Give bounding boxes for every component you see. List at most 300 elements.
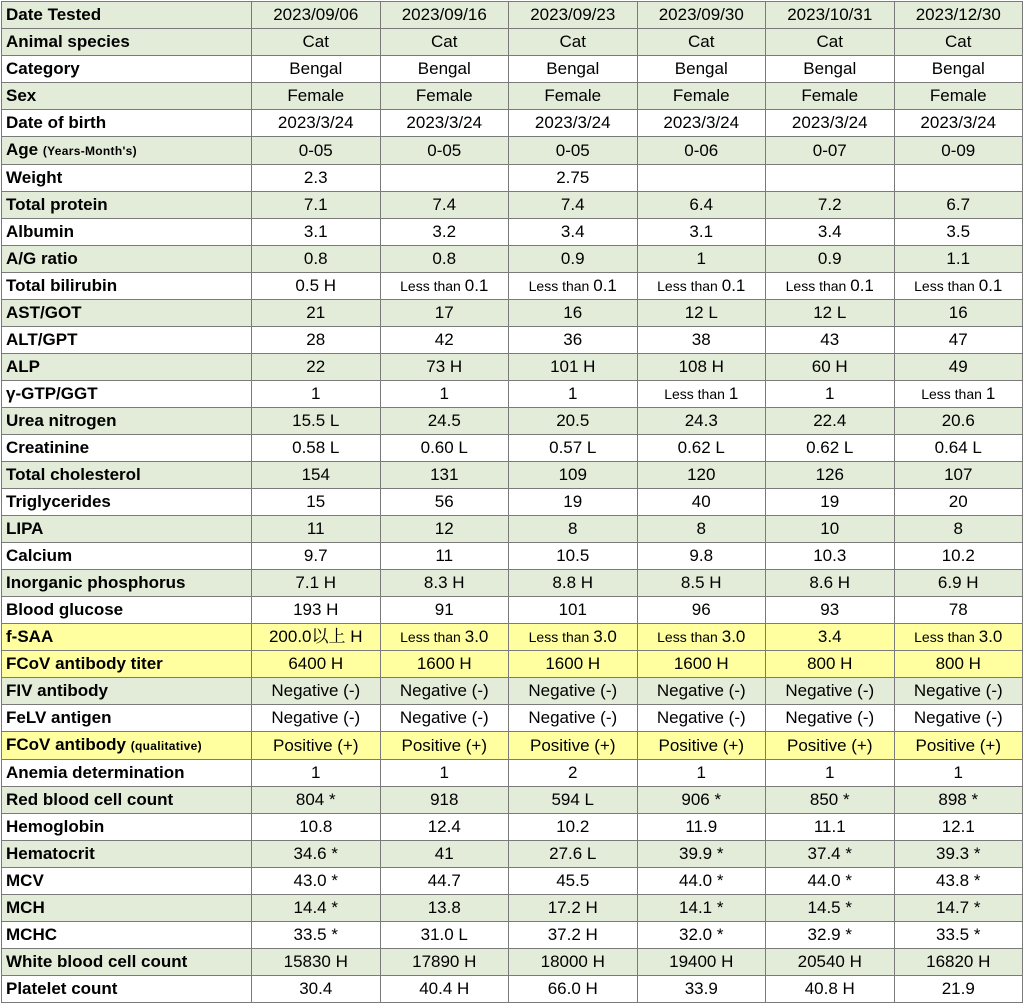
row-label-text: Red blood cell count <box>6 790 174 809</box>
value-cell: 40 <box>637 489 766 516</box>
value-cell: 3.1 <box>252 219 381 246</box>
value-cell: 3.4 <box>509 219 638 246</box>
value-cell: Female <box>766 83 895 110</box>
value-cell: 7.4 <box>380 192 509 219</box>
table-row <box>2 83 1023 110</box>
table-row <box>2 570 1023 597</box>
row-label <box>2 814 252 841</box>
value-cell <box>380 165 509 192</box>
value-cell: 0.9 <box>766 246 895 273</box>
value-cell: 0.8 <box>380 246 509 273</box>
table-row <box>2 435 1023 462</box>
row-label <box>2 949 252 976</box>
table-row <box>2 137 1023 165</box>
row-label <box>2 489 252 516</box>
row-label-text: Anemia determination <box>6 763 185 782</box>
date-cell: 2023/09/16 <box>380 2 509 29</box>
value-cell: 7.4 <box>509 192 638 219</box>
value-cell: 20.6 <box>894 408 1023 435</box>
row-label-text: Date of birth <box>6 113 107 132</box>
row-label-text: Animal species <box>6 32 130 51</box>
value-cell: 11.9 <box>637 814 766 841</box>
row-label <box>2 624 252 651</box>
value-cell: 12 L <box>766 300 895 327</box>
value-cell: 14.4 * <box>252 895 381 922</box>
value-cell: 34.6 * <box>252 841 381 868</box>
value-cell: 1 <box>637 760 766 787</box>
table-row <box>2 976 1023 1003</box>
row-label <box>2 462 252 489</box>
value-cell: 0.9 <box>509 246 638 273</box>
value-cell: 44.0 * <box>766 868 895 895</box>
value-cell: 2023/3/24 <box>894 110 1023 137</box>
value-cell: 109 <box>509 462 638 489</box>
value-cell: 120 <box>637 462 766 489</box>
table-row <box>2 165 1023 192</box>
date-cell: 2023/10/31 <box>766 2 895 29</box>
table-row <box>2 543 1023 570</box>
date-cell: 2023/09/23 <box>509 2 638 29</box>
value-cell: Positive (+) <box>509 732 638 760</box>
value-cell: 20 <box>894 489 1023 516</box>
value-cell: 0.62 L <box>766 435 895 462</box>
value-cell: 2 <box>509 760 638 787</box>
value-cell: 200.0以上 H <box>252 624 381 651</box>
value-cell: 1.1 <box>894 246 1023 273</box>
value-cell <box>894 165 1023 192</box>
row-label <box>2 381 252 408</box>
value-cell: 1 <box>509 381 638 408</box>
row-label <box>2 732 252 760</box>
value-cell: 14.1 * <box>637 895 766 922</box>
value-cell: 154 <box>252 462 381 489</box>
row-label-text: Category <box>6 59 80 78</box>
value-cell: Bengal <box>766 56 895 83</box>
table-row <box>2 381 1023 408</box>
value-cell: 40.4 H <box>380 976 509 1003</box>
value-cell: 40.8 H <box>766 976 895 1003</box>
row-label-text: Platelet count <box>6 979 118 998</box>
value-cell: 101 H <box>509 354 638 381</box>
row-label <box>2 29 252 56</box>
row-label-text: ALP <box>6 357 40 376</box>
value-cell: 11 <box>380 543 509 570</box>
value-cell: 93 <box>766 597 895 624</box>
table-row <box>2 273 1023 300</box>
value-cell: 41 <box>380 841 509 868</box>
value-cell: 47 <box>894 327 1023 354</box>
value-cell: 43.0 * <box>252 868 381 895</box>
table-row <box>2 895 1023 922</box>
table-row <box>2 110 1023 137</box>
table-row <box>2 868 1023 895</box>
value-cell: 800 H <box>894 651 1023 678</box>
value-cell: 0.58 L <box>252 435 381 462</box>
value-cell: Negative (-) <box>637 705 766 732</box>
date-cell: 2023/12/30 <box>894 2 1023 29</box>
value-cell: 42 <box>380 327 509 354</box>
header-label: Date Tested <box>2 2 252 29</box>
row-label <box>2 435 252 462</box>
value-cell: Less than 3.0 <box>380 624 509 651</box>
value-cell: 14.5 * <box>766 895 895 922</box>
value-cell: Female <box>509 83 638 110</box>
value-cell: 8.8 H <box>509 570 638 597</box>
row-label-text: Creatinine <box>6 438 90 457</box>
value-cell: 10.5 <box>509 543 638 570</box>
value-cell: 8 <box>894 516 1023 543</box>
value-cell: Negative (-) <box>380 705 509 732</box>
value-cell: 8.3 H <box>380 570 509 597</box>
value-cell: 31.0 L <box>380 922 509 949</box>
value-cell: 11.1 <box>766 814 895 841</box>
value-cell: Less than 0.1 <box>766 273 895 300</box>
value-cell: 1 <box>252 760 381 787</box>
value-cell: 37.4 * <box>766 841 895 868</box>
value-cell: 17 <box>380 300 509 327</box>
row-label-text: Blood glucose <box>6 600 124 619</box>
value-cell: Negative (-) <box>509 705 638 732</box>
value-cell: 3.4 <box>766 624 895 651</box>
row-label-text: MCV <box>6 871 44 890</box>
value-cell: 1600 H <box>637 651 766 678</box>
row-label <box>2 354 252 381</box>
row-sublabel: (Years-Month's) <box>42 144 137 158</box>
value-cell: Less than 3.0 <box>509 624 638 651</box>
value-cell: 3.1 <box>637 219 766 246</box>
value-cell: 3.4 <box>766 219 895 246</box>
value-cell: 8.5 H <box>637 570 766 597</box>
value-cell: Positive (+) <box>637 732 766 760</box>
row-label <box>2 651 252 678</box>
date-cell: 2023/09/06 <box>252 2 381 29</box>
value-cell: 44.0 * <box>637 868 766 895</box>
value-cell: 15830 H <box>252 949 381 976</box>
value-cell: 9.8 <box>637 543 766 570</box>
row-label-text: Sex <box>6 86 37 105</box>
value-cell: 22 <box>252 354 381 381</box>
value-cell: 19 <box>509 489 638 516</box>
value-cell: 91 <box>380 597 509 624</box>
row-label <box>2 300 252 327</box>
value-cell: Less than 0.1 <box>380 273 509 300</box>
value-cell: Female <box>894 83 1023 110</box>
row-label-text: FCoV antibody <box>6 735 126 754</box>
value-cell: 20.5 <box>509 408 638 435</box>
table-row <box>2 327 1023 354</box>
value-cell: 2.3 <box>252 165 381 192</box>
table-row <box>2 760 1023 787</box>
value-cell: 2.75 <box>509 165 638 192</box>
value-cell: 12 <box>380 516 509 543</box>
value-cell: Cat <box>894 29 1023 56</box>
row-label-text: FCoV antibody titer <box>6 654 163 673</box>
table-row <box>2 949 1023 976</box>
value-cell: 594 L <box>509 787 638 814</box>
row-label-text: Hemoglobin <box>6 817 105 836</box>
value-cell: 17890 H <box>380 949 509 976</box>
value-cell: 800 H <box>766 651 895 678</box>
row-label <box>2 841 252 868</box>
value-cell: 33.5 * <box>252 922 381 949</box>
table-row <box>2 732 1023 760</box>
value-cell: Bengal <box>637 56 766 83</box>
value-cell: Bengal <box>380 56 509 83</box>
value-cell: 7.1 <box>252 192 381 219</box>
row-label <box>2 570 252 597</box>
lab-results-body <box>2 2 1023 1003</box>
value-cell: 10.2 <box>509 814 638 841</box>
value-cell: 6.9 H <box>894 570 1023 597</box>
value-cell: 39.9 * <box>637 841 766 868</box>
row-label <box>2 273 252 300</box>
value-cell: 107 <box>894 462 1023 489</box>
row-label <box>2 137 252 165</box>
value-cell: Positive (+) <box>766 732 895 760</box>
value-cell: Positive (+) <box>252 732 381 760</box>
value-cell: 0-06 <box>637 137 766 165</box>
row-label-text: AST/GOT <box>6 303 82 322</box>
table-row <box>2 814 1023 841</box>
value-cell: 0.5 H <box>252 273 381 300</box>
value-cell: 906 * <box>637 787 766 814</box>
value-cell: 10.8 <box>252 814 381 841</box>
table-row <box>2 516 1023 543</box>
value-cell: 28 <box>252 327 381 354</box>
value-cell: Cat <box>637 29 766 56</box>
value-cell: 15 <box>252 489 381 516</box>
value-cell: 37.2 H <box>509 922 638 949</box>
table-row <box>2 219 1023 246</box>
value-cell: 101 <box>509 597 638 624</box>
value-cell: Less than 0.1 <box>894 273 1023 300</box>
row-label-text: Hematocrit <box>6 844 95 863</box>
row-label-text: Urea nitrogen <box>6 411 117 430</box>
value-cell: 131 <box>380 462 509 489</box>
value-cell: 1 <box>380 381 509 408</box>
row-label <box>2 83 252 110</box>
value-cell: 0-07 <box>766 137 895 165</box>
value-cell: 8 <box>637 516 766 543</box>
value-cell: 10.3 <box>766 543 895 570</box>
table-row <box>2 56 1023 83</box>
row-label-text: White blood cell count <box>6 952 188 971</box>
value-cell: 193 H <box>252 597 381 624</box>
value-cell: 1 <box>894 760 1023 787</box>
row-label-text: FIV antibody <box>6 681 108 700</box>
row-label-text: Inorganic phosphorus <box>6 573 186 592</box>
row-label <box>2 110 252 137</box>
value-cell: 0-05 <box>252 137 381 165</box>
value-cell: 6.4 <box>637 192 766 219</box>
value-cell: Female <box>380 83 509 110</box>
value-cell: 21.9 <box>894 976 1023 1003</box>
value-cell: 43.8 * <box>894 868 1023 895</box>
value-cell: 10.2 <box>894 543 1023 570</box>
row-label-text: γ-GTP/GGT <box>6 384 98 403</box>
value-cell: Less than 1 <box>637 381 766 408</box>
value-cell: 17.2 H <box>509 895 638 922</box>
table-row <box>2 29 1023 56</box>
value-cell: 0-05 <box>509 137 638 165</box>
row-label <box>2 922 252 949</box>
value-cell: 1 <box>766 381 895 408</box>
value-cell: 78 <box>894 597 1023 624</box>
row-label <box>2 327 252 354</box>
table-row <box>2 354 1023 381</box>
row-label <box>2 678 252 705</box>
value-cell: 2023/3/24 <box>380 110 509 137</box>
value-cell: Bengal <box>894 56 1023 83</box>
table-row <box>2 787 1023 814</box>
value-cell: 27.6 L <box>509 841 638 868</box>
value-cell: 1600 H <box>509 651 638 678</box>
row-label <box>2 597 252 624</box>
value-cell: 44.7 <box>380 868 509 895</box>
row-label <box>2 192 252 219</box>
value-cell: Cat <box>252 29 381 56</box>
value-cell: 60 H <box>766 354 895 381</box>
row-label <box>2 787 252 814</box>
value-cell: 1600 H <box>380 651 509 678</box>
row-label <box>2 976 252 1003</box>
value-cell: 49 <box>894 354 1023 381</box>
value-cell: 8 <box>509 516 638 543</box>
value-cell: Female <box>637 83 766 110</box>
row-label <box>2 705 252 732</box>
value-cell: 0.57 L <box>509 435 638 462</box>
row-label-text: ALT/GPT <box>6 330 78 349</box>
value-cell: 15.5 L <box>252 408 381 435</box>
value-cell: 11 <box>252 516 381 543</box>
value-cell: Less than 1 <box>894 381 1023 408</box>
value-cell: 43 <box>766 327 895 354</box>
value-cell: 2023/3/24 <box>766 110 895 137</box>
value-cell: 66.0 H <box>509 976 638 1003</box>
value-cell: 19400 H <box>637 949 766 976</box>
value-cell: Cat <box>766 29 895 56</box>
row-label <box>2 868 252 895</box>
value-cell: 24.5 <box>380 408 509 435</box>
value-cell: 12 L <box>637 300 766 327</box>
table-row <box>2 624 1023 651</box>
value-cell: 6400 H <box>252 651 381 678</box>
row-sublabel: (qualitative) <box>130 739 202 753</box>
table-row <box>2 246 1023 273</box>
value-cell: 126 <box>766 462 895 489</box>
value-cell: 33.9 <box>637 976 766 1003</box>
table-row <box>2 300 1023 327</box>
value-cell: Female <box>252 83 381 110</box>
row-label <box>2 895 252 922</box>
row-label-text: Albumin <box>6 222 74 241</box>
value-cell: Negative (-) <box>766 705 895 732</box>
value-cell: 56 <box>380 489 509 516</box>
value-cell: 13.8 <box>380 895 509 922</box>
lab-results-table <box>1 1 1023 1003</box>
value-cell: Positive (+) <box>380 732 509 760</box>
value-cell: 20540 H <box>766 949 895 976</box>
row-label <box>2 543 252 570</box>
value-cell: 898 * <box>894 787 1023 814</box>
table-row <box>2 192 1023 219</box>
row-label-text: Total bilirubin <box>6 276 118 295</box>
value-cell: 0-09 <box>894 137 1023 165</box>
value-cell: 7.1 H <box>252 570 381 597</box>
value-cell: 21 <box>252 300 381 327</box>
table-row <box>2 705 1023 732</box>
table-row <box>2 408 1023 435</box>
value-cell: 22.4 <box>766 408 895 435</box>
row-label-text: A/G ratio <box>6 249 78 268</box>
row-label-text: Weight <box>6 168 63 187</box>
row-label-text: f-SAA <box>6 627 54 646</box>
value-cell: 96 <box>637 597 766 624</box>
table-row <box>2 841 1023 868</box>
value-cell: 16 <box>894 300 1023 327</box>
value-cell: 804 * <box>252 787 381 814</box>
value-cell: Negative (-) <box>252 678 381 705</box>
value-cell: Cat <box>509 29 638 56</box>
value-cell: 38 <box>637 327 766 354</box>
header-row <box>2 2 1023 29</box>
value-cell: Negative (-) <box>766 678 895 705</box>
value-cell: 2023/3/24 <box>509 110 638 137</box>
value-cell: 1 <box>766 760 895 787</box>
value-cell: 12.1 <box>894 814 1023 841</box>
value-cell <box>766 165 895 192</box>
value-cell: 9.7 <box>252 543 381 570</box>
row-label-text: Total protein <box>6 195 108 214</box>
value-cell: 850 * <box>766 787 895 814</box>
value-cell: 19 <box>766 489 895 516</box>
value-cell: 1 <box>380 760 509 787</box>
value-cell: 918 <box>380 787 509 814</box>
row-label <box>2 56 252 83</box>
value-cell: 18000 H <box>509 949 638 976</box>
value-cell: Negative (-) <box>894 678 1023 705</box>
table-row <box>2 922 1023 949</box>
value-cell: 3.2 <box>380 219 509 246</box>
value-cell: 30.4 <box>252 976 381 1003</box>
value-cell: Less than 0.1 <box>637 273 766 300</box>
value-cell: Negative (-) <box>252 705 381 732</box>
value-cell: 0.60 L <box>380 435 509 462</box>
row-label-text: LIPA <box>6 519 44 538</box>
value-cell: 32.9 * <box>766 922 895 949</box>
row-label <box>2 408 252 435</box>
row-label-text: FeLV antigen <box>6 708 112 727</box>
value-cell: 2023/3/24 <box>637 110 766 137</box>
row-label-text: Age <box>6 140 39 159</box>
row-label <box>2 219 252 246</box>
value-cell: 12.4 <box>380 814 509 841</box>
value-cell: 8.6 H <box>766 570 895 597</box>
row-label <box>2 516 252 543</box>
value-cell: 39.3 * <box>894 841 1023 868</box>
value-cell: Bengal <box>252 56 381 83</box>
value-cell: 7.2 <box>766 192 895 219</box>
value-cell: Bengal <box>509 56 638 83</box>
row-label-text: Triglycerides <box>6 492 111 511</box>
value-cell: Negative (-) <box>637 678 766 705</box>
value-cell: 16 <box>509 300 638 327</box>
value-cell: Positive (+) <box>894 732 1023 760</box>
value-cell: 1 <box>252 381 381 408</box>
value-cell: 36 <box>509 327 638 354</box>
value-cell: 3.5 <box>894 219 1023 246</box>
value-cell: 108 H <box>637 354 766 381</box>
